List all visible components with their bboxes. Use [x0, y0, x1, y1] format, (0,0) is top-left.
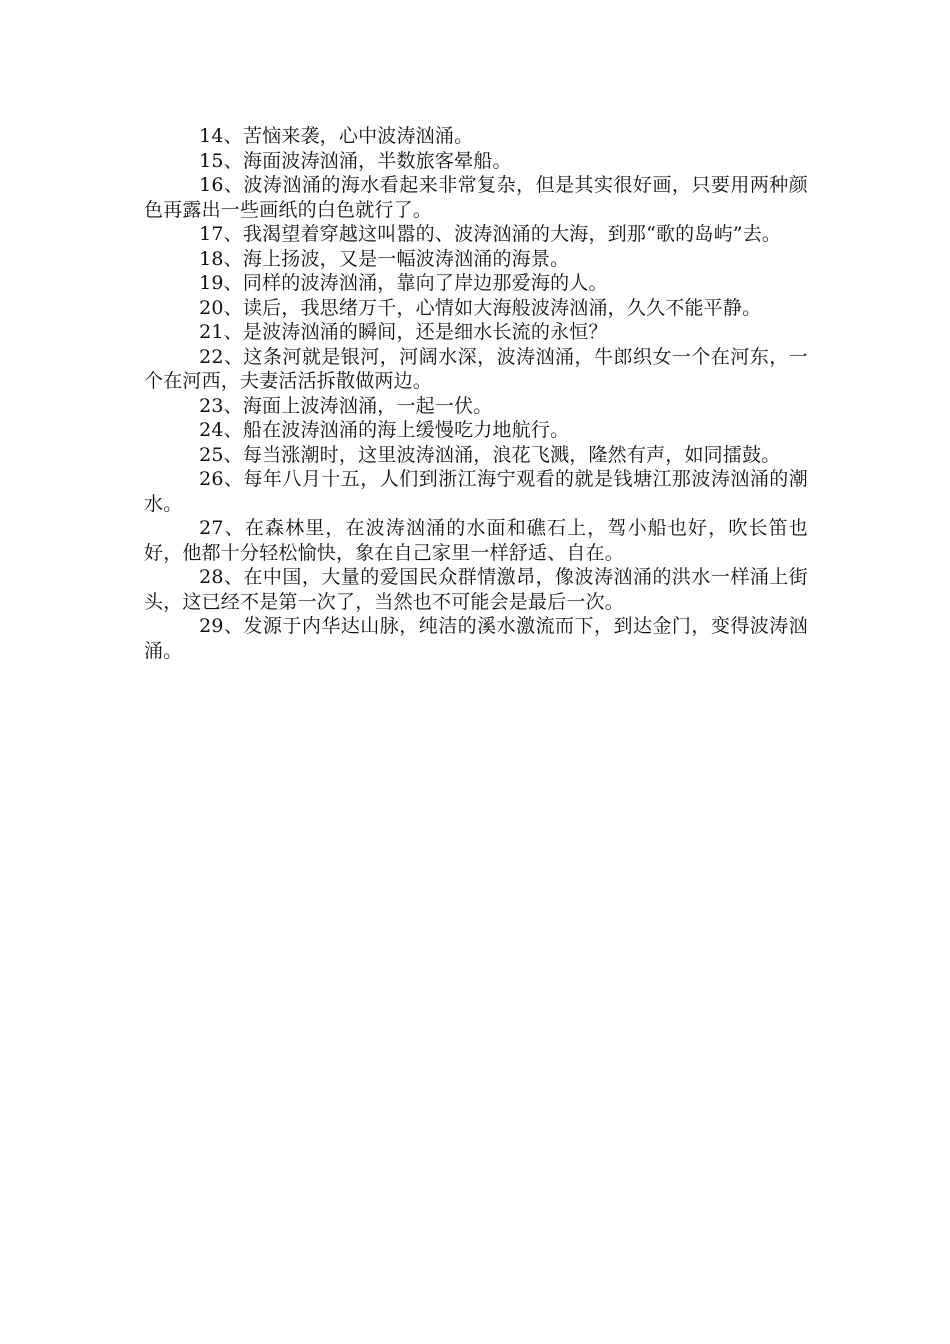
paragraph-14: 14、苦恼来袭，心中波涛汹涌。 — [199, 125, 474, 147]
paragraph-29: 29、发源于内华达山脉，纯洁的溪水激流而下，到达金门，变得波涛汹涌。 — [144, 615, 808, 662]
paragraph-21: 21、是波涛汹涌的瞬间，还是细水长流的永恒？ — [199, 321, 608, 343]
paragraph-15: 15、海面波涛汹涌，半数旅客晕船。 — [199, 149, 512, 172]
paragraph-18: 18、海上扬波，又是一幅波涛汹涌的海景。 — [199, 247, 570, 270]
paragraph-23: 23、海面上波涛汹涌，一起一伏。 — [199, 394, 493, 417]
paragraph-28: 28、在中国，大量的爱国民众群情激昂，像波涛汹涌的洪水一样涌上街头，这已经不是第一次了，当然也不可能会是最后一次。 — [144, 566, 808, 613]
paragraph-25: 25、每当涨潮时，这里波涛汹涌，浪花飞溅，隆然有声，如同擂鼓。 — [199, 443, 781, 466]
paragraph-16: 16、波涛汹涌的海水看起来非常复杂，但是其实很好画，只要用两种颜色再露出一些画纸的白色就行了。 — [144, 174, 808, 221]
paragraph-17: 17、我渴望着穿越这叫嚣的、波涛汹涌的大海，到那“歌的岛屿”去。 — [199, 223, 782, 245]
paragraph-24: 24、船在波涛汹涌的海上缓慢吃力地航行。 — [199, 419, 570, 441]
document-body — [144, 124, 808, 663]
paragraph-22: 22、这条河就是银河，河阔水深，波涛汹涌，牛郎织女一个在河东，一个在河西，夫妻活活拆散做两边。 — [144, 345, 808, 392]
paragraph-26: 26、每年八月十五，人们到浙江海宁观看的就是钱塘江那波涛汹涌的潮水。 — [144, 468, 808, 515]
paragraph-20: 20、读后，我思绪万千，心情如大海般波涛汹涌，久久不能平静。 — [199, 296, 762, 319]
paragraph-19: 19、同样的波涛汹涌，靠向了岸边那爱海的人。 — [199, 272, 608, 294]
paragraph-27: 27、在森林里，在波涛汹涌的水面和礁石上，驾小船也好，吹长笛也好，他都十分轻松愉快，象在自己家里一样舒适、自在。 — [144, 517, 808, 564]
